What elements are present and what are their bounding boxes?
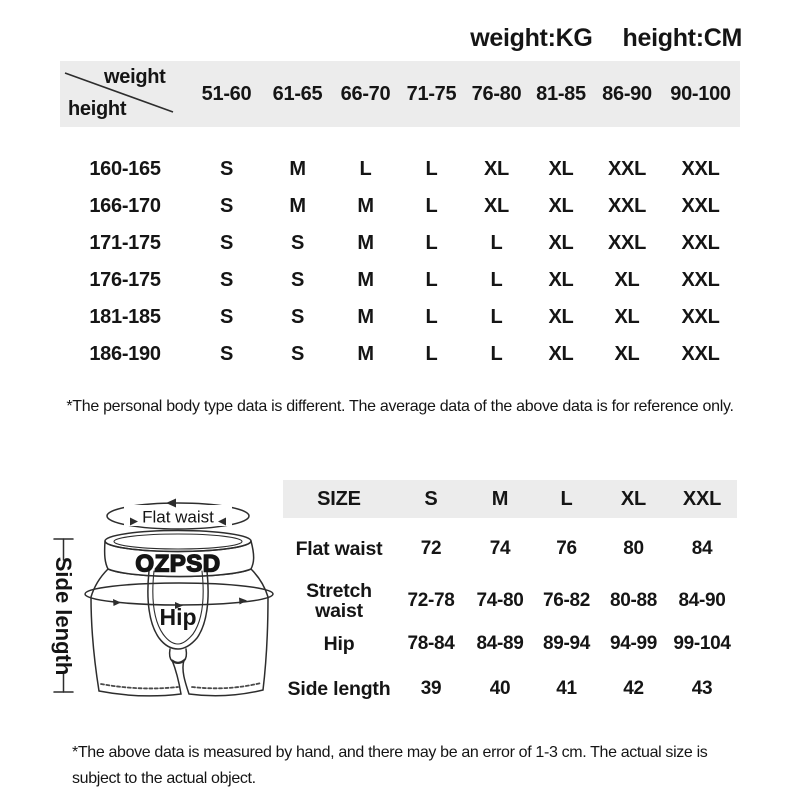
- size-cell: M: [357, 343, 374, 365]
- corner-height-label: height: [68, 98, 127, 120]
- column-header: XL: [620, 487, 647, 510]
- size-cell: XL: [614, 306, 640, 328]
- size-cell: S: [219, 343, 234, 365]
- measurement-value: 40: [489, 678, 511, 699]
- size-cell: M: [357, 232, 374, 254]
- weight-column-header: 61-65: [272, 82, 323, 105]
- column-header: XXL: [682, 487, 722, 510]
- brand-logo: OZPSD: [135, 550, 221, 578]
- measurement-label: Flat waist: [295, 537, 383, 560]
- measurement-value: 41: [556, 678, 577, 699]
- measurement-value: 99-104: [673, 633, 731, 654]
- measurement-row: [283, 666, 737, 712]
- measurement-value: 74: [489, 538, 511, 559]
- size-cell: M: [357, 306, 374, 328]
- measurement-label: Stretch waist: [306, 579, 372, 622]
- measurement-value: 72: [420, 538, 442, 559]
- measurement-value: 72-78: [407, 590, 455, 611]
- size-chart-body: [60, 151, 740, 373]
- measurement-value: 84: [691, 538, 713, 559]
- size-cell: M: [357, 195, 374, 217]
- size-cell: L: [490, 306, 503, 328]
- hip-label: Hip: [159, 604, 197, 630]
- size-cell: L: [490, 232, 503, 254]
- measurement-value: 89-94: [542, 633, 591, 654]
- size-cell: XL: [548, 306, 574, 328]
- size-cell: XL: [548, 343, 574, 365]
- height-range-label: 181-185: [89, 306, 161, 328]
- size-cell: S: [219, 195, 234, 217]
- side-length-label: Side length: [51, 556, 76, 676]
- size-cell: M: [289, 195, 306, 217]
- measurement-value: 43: [691, 678, 713, 699]
- size-cell: XL: [548, 232, 574, 254]
- weight-column-header: 76-80: [471, 82, 522, 105]
- weight-column-header: 66-70: [340, 82, 391, 105]
- units-line: [470, 24, 742, 53]
- size-cell: XL: [484, 158, 509, 180]
- corner-weight-label: weight: [104, 66, 166, 88]
- column-header: M: [491, 487, 509, 510]
- measurement-table-body: [283, 518, 737, 712]
- size-chart-note: *The personal body type data is different. The average data of the above data is for reference only.: [66, 398, 734, 415]
- size-cell: XL: [614, 269, 640, 291]
- size-cell: M: [357, 269, 374, 291]
- size-cell: S: [290, 269, 305, 291]
- size-cell: S: [219, 232, 234, 254]
- size-cell: L: [425, 306, 438, 328]
- size-cell: XXL: [681, 158, 720, 180]
- size-cell: XXL: [681, 306, 720, 328]
- size-cell: L: [359, 158, 372, 180]
- measurement-value: 76: [556, 538, 577, 559]
- measurement-value: 74-80: [476, 590, 524, 611]
- size-cell: XXL: [681, 343, 720, 365]
- size-cell: XXL: [608, 158, 646, 180]
- weight-column-header: 71-75: [406, 82, 457, 105]
- measurement-note: *The above data is measured by hand, and there may be an error of 1-3 cm. The actual size is subject to the actual object.: [72, 744, 708, 787]
- size-cell: L: [490, 343, 503, 365]
- measurement-value: 42: [623, 678, 644, 699]
- measurement-value: 84-89: [476, 633, 524, 654]
- size-cell: S: [219, 269, 234, 291]
- size-cell: S: [219, 306, 234, 328]
- height-range-label: 186-190: [89, 343, 161, 365]
- weight-unit-label: weight:KG: [470, 24, 593, 52]
- measurement-table-header: [283, 480, 737, 518]
- size-cell: L: [425, 343, 438, 365]
- measurement-value: 84-90: [678, 590, 726, 611]
- measurement-row: [283, 518, 737, 580]
- height-range-label: 171-175: [89, 232, 161, 254]
- size-cell: L: [425, 269, 438, 291]
- size-chart-row: [60, 225, 740, 262]
- height-range-label: 160-165: [89, 158, 161, 180]
- measurement-label: Side length: [287, 677, 391, 700]
- size-cell: XL: [484, 195, 509, 217]
- weight-column-header: 81-85: [536, 82, 586, 105]
- size-cell: L: [490, 269, 503, 291]
- column-header: L: [560, 487, 573, 510]
- measurement-value: 94-99: [609, 633, 658, 654]
- weight-column-header: 51-60: [201, 82, 252, 105]
- boxer-briefs-diagram: [28, 472, 294, 716]
- height-range-label: 176-175: [89, 269, 161, 291]
- size-cell: XL: [548, 158, 574, 180]
- height-range-label: 166-170: [89, 195, 161, 217]
- column-header: S: [424, 487, 438, 510]
- size-cell: L: [425, 158, 438, 180]
- size-cell: XXL: [681, 195, 720, 217]
- flat-waist-label: Flat waist: [142, 507, 214, 527]
- size-cell: XL: [614, 343, 640, 365]
- measurement-row: [283, 622, 737, 666]
- size-cell: S: [290, 232, 305, 254]
- size-chart-row: [60, 299, 740, 336]
- size-cell: XXL: [681, 232, 720, 254]
- size-chart-row: [60, 336, 740, 373]
- size-cell: S: [219, 158, 234, 180]
- weight-column-header: 90-100: [670, 82, 731, 105]
- size-cell: S: [290, 343, 305, 365]
- size-cell: L: [425, 195, 438, 217]
- size-cell: XXL: [608, 195, 646, 217]
- measurement-value: 80-88: [609, 590, 658, 611]
- size-cell: XL: [548, 269, 574, 291]
- height-unit-label: height:CM: [622, 24, 742, 52]
- measurement-row: [283, 580, 737, 622]
- size-cell: XL: [548, 195, 574, 217]
- boxer-body-outline: [91, 569, 268, 696]
- corner-cell: [60, 61, 190, 127]
- measurement-value: 78-84: [407, 633, 455, 654]
- size-cell: L: [425, 232, 438, 254]
- size-chart-row: [60, 262, 740, 299]
- measurement-label: Hip: [323, 632, 355, 655]
- measurement-value: 39: [420, 678, 442, 699]
- measurement-value: 80: [623, 538, 644, 559]
- size-cell: XXL: [608, 232, 646, 254]
- size-cell: XXL: [681, 269, 720, 291]
- size-chart-row: [60, 151, 740, 188]
- size-cell: S: [290, 306, 305, 328]
- size-chart-header: [60, 61, 740, 127]
- weight-column-header: 86-90: [602, 82, 652, 105]
- measurement-value: 76-82: [542, 590, 591, 611]
- size-chart-row: [60, 188, 740, 225]
- size-cell: M: [289, 158, 306, 180]
- column-header: SIZE: [317, 487, 361, 510]
